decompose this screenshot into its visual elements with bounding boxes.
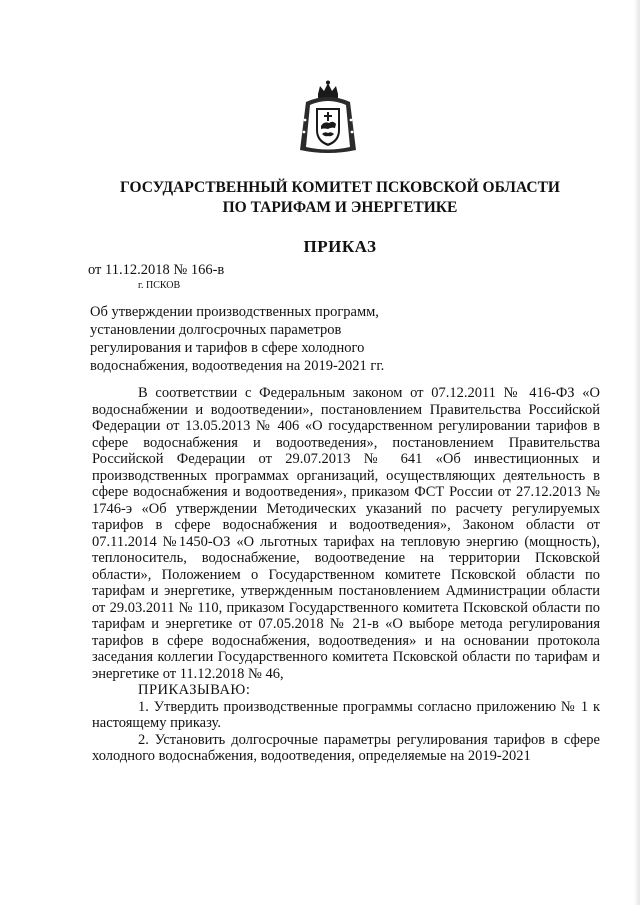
order-item-1: 1. Утвердить производственные программы согласно приложению № 1 к настоящему приказу. [92, 698, 600, 731]
city-label: г. ПСКОВ [138, 280, 181, 291]
organization-name [80, 178, 600, 218]
order-item-2: 2. Установить долгосрочные параметры регулирования тарифов в сфере холодного водоснабжения, водоотведения, определяемые на 2019-2021 [92, 731, 600, 764]
date-and-number: от 11.12.2018 № 166-в [88, 262, 225, 278]
coat-of-arms-icon [296, 80, 360, 156]
order-word: ПРИКАЗЫВАЮ: [138, 682, 251, 698]
organization-name-line-1: ГОСУДАРСТВЕННЫЙ КОМИТЕТ ПСКОВСКОЙ ОБЛАСТИ [119, 179, 560, 196]
document-subject: Об утверждении производственных программ, установлении долгосрочных параметров регулирования и тарифов в сфере холодного водоснабжения, водоотведения на 2019-2021 гг. [90, 304, 385, 374]
scan-edge-shadow [634, 0, 640, 905]
preamble-paragraph: В соответствии с Федеральным законом от 07.12.2011 № 416-ФЗ «О водоснабжении и водоотведении», постановлением Правительства Российской Федерации от 13.05.2013 № 406 «О государственном регулировании тарифов в сфере водоснабжения и водоотведения», постановлением Правительства Российской Федерации от 29.07.2013 № 641 «Об инвестиционных и производственных программах организаций, осуществляющих деятельность в сфере водоснабжения и водоотведения», приказом ФСТ России от 27.12.2013 № 1746-э «Об утверждении Методических указаний по расчету регулируемых тарифов в сфере водоснабжения и водоотведения», Законом области от 07.11.2014 №1450-ОЗ «О льготных тарифах на тепловую энергию (мощность), теплоноситель, водоснабжение, водоотведение на территории Псковской области», Положением о Государственном комитете Псковской области по тарифам и энергетике, утвержденным постановлением Администрации области от 29.03.2011 № 110, приказом Государственного комитета Псковской области по тарифам и энергетике от 07.05.2018 № 21-в «О выборе метода регулирования тарифов в сфере водоснабжения, водоотведения» и на основании протокола заседания коллегии Государственного комитета Псковской области по тарифам и энергетике от 11.12.2018 № 46, [92, 385, 600, 682]
organization-name-line-2: ПО ТАРИФАМ И ЭНЕРГЕТИКЕ [222, 199, 458, 216]
document-body [92, 385, 600, 765]
document-title: ПРИКАЗ [303, 237, 377, 256]
